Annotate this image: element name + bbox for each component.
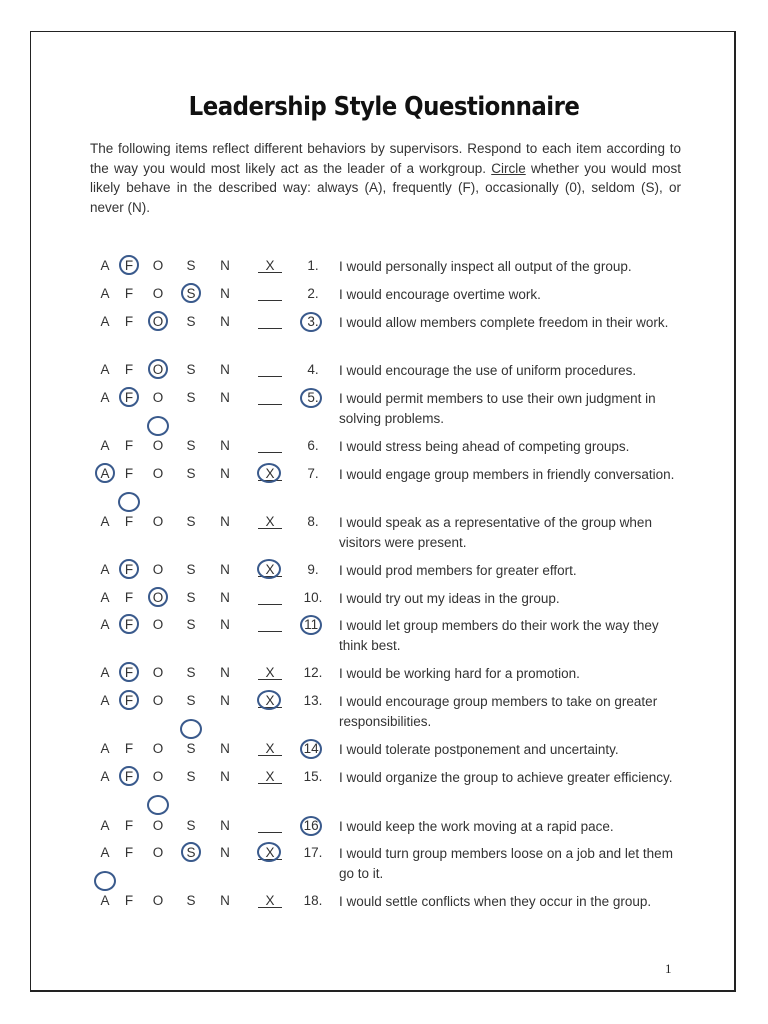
option-a[interactable]: A [100,893,110,908]
option-o[interactable]: O [152,741,164,756]
item-text: I would try out my ideas in the group. [339,591,560,606]
item-number: 12. [303,665,323,680]
item-text: I would organize the group to achieve greater efficiency. [339,770,673,785]
option-s[interactable]: S [186,769,196,784]
hand-drawn-circle [257,559,281,579]
option-a[interactable]: A [100,438,110,453]
option-f[interactable]: F [124,258,134,273]
option-a[interactable]: A [100,562,110,577]
option-a[interactable]: A [100,514,110,529]
answer-blank[interactable]: X [258,257,282,273]
hand-drawn-circle [148,311,168,331]
option-f[interactable]: F [124,741,134,756]
hand-drawn-circle [148,359,168,379]
hand-drawn-circle [119,662,139,682]
answer-blank[interactable]: X [258,561,282,577]
option-n[interactable]: N [220,314,230,329]
option-n[interactable]: N [220,438,230,453]
hand-drawn-circle [300,615,322,635]
answer-blank[interactable] [258,361,282,377]
option-f[interactable]: F [124,665,134,680]
option-o[interactable]: O [152,314,164,329]
question-row [0,513,768,557]
item-text: I would stress being ahead of competing groups. [339,439,630,454]
answer-blank[interactable] [258,616,282,632]
item-text: I would encourage group members to take on greater responsibilities. [339,694,658,729]
item-number: 4. [307,362,319,377]
option-f[interactable]: F [124,438,134,453]
option-o[interactable]: O [152,893,164,908]
option-f[interactable]: F [124,845,134,860]
option-s[interactable]: S [186,390,196,405]
hand-drawn-circle [257,690,281,710]
option-o[interactable]: O [152,590,164,605]
page-title: Leadership Style Questionnaire [188,92,580,122]
option-n[interactable]: N [220,893,230,908]
option-a[interactable]: A [100,362,110,377]
option-f[interactable]: F [124,693,134,708]
option-o[interactable]: O [152,665,164,680]
hand-drawn-circle [95,463,115,483]
item-text: I would be working hard for a promotion. [339,666,580,681]
option-n[interactable]: N [220,693,230,708]
hand-drawn-circle [300,739,322,759]
option-s[interactable]: S [186,258,196,273]
item-number: 1. [307,258,319,273]
option-f[interactable]: F [124,818,134,833]
question-row [0,616,768,660]
hand-drawn-circle [300,388,322,408]
instructions-text-2: whether you would most likely behave in the described way: always (A), frequently (F), occasionally (0), seldom (S), or never (N). [90,160,681,215]
option-n[interactable]: N [220,390,230,405]
instructions-paragraph [90,139,681,217]
item-number: 11. [304,617,322,632]
hand-drawn-circle [118,492,140,512]
answer-blank[interactable]: X [258,513,282,529]
answer-blank[interactable]: X [258,844,282,860]
option-o[interactable]: O [152,818,164,833]
option-s[interactable]: S [186,818,196,833]
option-a[interactable]: A [100,818,110,833]
option-f[interactable]: F [124,590,134,605]
option-a[interactable]: A [100,314,110,329]
question-row [0,892,768,936]
option-f[interactable]: F [124,390,134,405]
option-s[interactable]: S [186,286,196,301]
item-text: I would turn group members loose on a job and let them go to it. [339,846,673,881]
answer-blank[interactable] [258,389,282,405]
option-s[interactable]: S [186,314,196,329]
option-n[interactable]: N [220,562,230,577]
instructions-text-1: The following items reflect different behaviors by supervisors. Respond to each item according to the way you would most likely act as the leader of a workgroup. [90,141,681,176]
answer-blank[interactable] [258,817,282,833]
option-f[interactable]: F [124,769,134,784]
hand-drawn-circle [119,387,139,407]
hand-drawn-circle [119,559,139,579]
hand-drawn-circle [119,766,139,786]
option-n[interactable]: N [220,514,230,529]
option-n[interactable]: N [220,769,230,784]
option-n[interactable]: N [220,286,230,301]
option-s[interactable]: S [186,590,196,605]
option-s[interactable]: S [186,893,196,908]
hand-drawn-circle [119,690,139,710]
item-number: 14. [303,741,323,756]
item-number: 7. [307,466,319,481]
question-row [0,844,768,888]
option-o[interactable]: O [152,362,164,377]
question-row [0,389,768,433]
item-number: 10. [303,590,323,605]
question-row [0,313,768,357]
option-s[interactable]: S [186,741,196,756]
option-n[interactable]: N [220,258,230,273]
option-n[interactable]: N [220,617,230,632]
option-f[interactable]: F [124,893,134,908]
option-a[interactable]: A [100,286,110,301]
item-number: 3. [307,314,319,329]
answer-blank[interactable]: X [258,892,282,908]
answer-blank[interactable] [258,589,282,605]
hand-drawn-circle [300,816,322,836]
item-text: I would speak as a representative of the group when visitors were present. [339,515,652,550]
option-s[interactable]: S [186,693,196,708]
option-n[interactable]: N [220,590,230,605]
option-f[interactable]: F [124,362,134,377]
hand-drawn-circle [94,871,116,891]
option-n[interactable]: N [220,845,230,860]
hand-drawn-circle [148,587,168,607]
item-number: 17. [303,845,323,860]
item-text: I would encourage the use of uniform procedures. [339,363,637,378]
hand-drawn-circle [119,614,139,634]
hand-drawn-circle [180,719,202,739]
option-s[interactable]: S [186,438,196,453]
option-n[interactable]: N [220,818,230,833]
hand-drawn-circle [147,416,169,436]
hand-drawn-circle [181,842,201,862]
item-text: I would prod members for greater effort. [339,563,577,578]
item-text: I would permit members to use their own judgment in solving problems. [339,391,656,426]
item-text: I would let group members do their work the way they think best. [339,618,659,653]
option-n[interactable]: N [220,362,230,377]
option-o[interactable]: O [152,466,164,481]
answer-blank[interactable] [258,437,282,453]
option-o[interactable]: O [152,286,164,301]
option-s[interactable]: S [186,665,196,680]
hand-drawn-circle [257,842,281,862]
item-number: 6. [307,438,319,453]
option-s[interactable]: S [186,845,196,860]
answer-blank[interactable]: X [258,465,282,481]
option-a[interactable]: A [100,845,110,860]
option-o[interactable]: O [152,617,164,632]
hand-drawn-circle [147,795,169,815]
option-s[interactable]: S [186,617,196,632]
item-number: 13. [303,693,323,708]
option-f[interactable]: F [124,314,134,329]
item-text: I would engage group members in friendly conversation. [339,467,675,482]
item-number: 9. [307,562,319,577]
answer-blank[interactable]: X [258,664,282,680]
option-a[interactable]: A [100,741,110,756]
item-text: I would allow members complete freedom in their work. [339,315,669,330]
option-f[interactable]: F [124,286,134,301]
answer-blank[interactable]: X [258,768,282,784]
option-a[interactable]: A [100,769,110,784]
item-text: I would tolerate postponement and uncertainty. [339,742,619,757]
option-s[interactable]: S [186,362,196,377]
option-a[interactable]: A [100,665,110,680]
option-a[interactable]: A [100,390,110,405]
question-row [0,692,768,736]
option-a[interactable]: A [100,693,110,708]
option-f[interactable]: F [124,617,134,632]
option-a[interactable]: A [100,590,110,605]
option-o[interactable]: O [152,693,164,708]
item-text: I would encourage overtime work. [339,287,541,302]
option-f[interactable]: F [124,466,134,481]
item-number: 5. [307,390,319,405]
option-f[interactable]: F [124,514,134,529]
hand-drawn-circle [181,283,201,303]
answer-blank[interactable]: X [258,740,282,756]
option-o[interactable]: O [152,769,164,784]
item-text: I would personally inspect all output of the group. [339,259,632,274]
option-s[interactable]: S [186,562,196,577]
item-text: I would keep the work moving at a rapid pace. [339,819,614,834]
item-number: 18. [303,893,323,908]
answer-blank[interactable] [258,285,282,301]
option-o[interactable]: O [152,845,164,860]
item-number: 15. [303,769,323,784]
option-o[interactable]: O [152,514,164,529]
option-a[interactable]: A [100,466,110,481]
item-text: I would settle conflicts when they occur in the group. [339,894,652,909]
instructions-circle-word: Circle [491,160,526,176]
option-o[interactable]: O [152,438,164,453]
option-s[interactable]: S [186,466,196,481]
hand-drawn-circle [257,463,281,483]
item-number: 8. [307,514,319,529]
option-o[interactable]: O [152,258,164,273]
answer-blank[interactable]: X [258,692,282,708]
hand-drawn-circle [119,255,139,275]
question-row [0,465,768,509]
item-number: 16. [303,818,323,833]
hand-drawn-circle [300,312,322,332]
option-a[interactable]: A [100,258,110,273]
option-n[interactable]: N [220,466,230,481]
option-n[interactable]: N [220,665,230,680]
option-o[interactable]: O [152,562,164,577]
answer-blank[interactable] [258,313,282,329]
question-row [0,768,768,812]
page-number: 1 [665,961,672,976]
option-a[interactable]: A [100,617,110,632]
item-number: 2. [307,286,319,301]
option-n[interactable]: N [220,741,230,756]
option-o[interactable]: O [152,390,164,405]
option-s[interactable]: S [186,514,196,529]
option-f[interactable]: F [124,562,134,577]
